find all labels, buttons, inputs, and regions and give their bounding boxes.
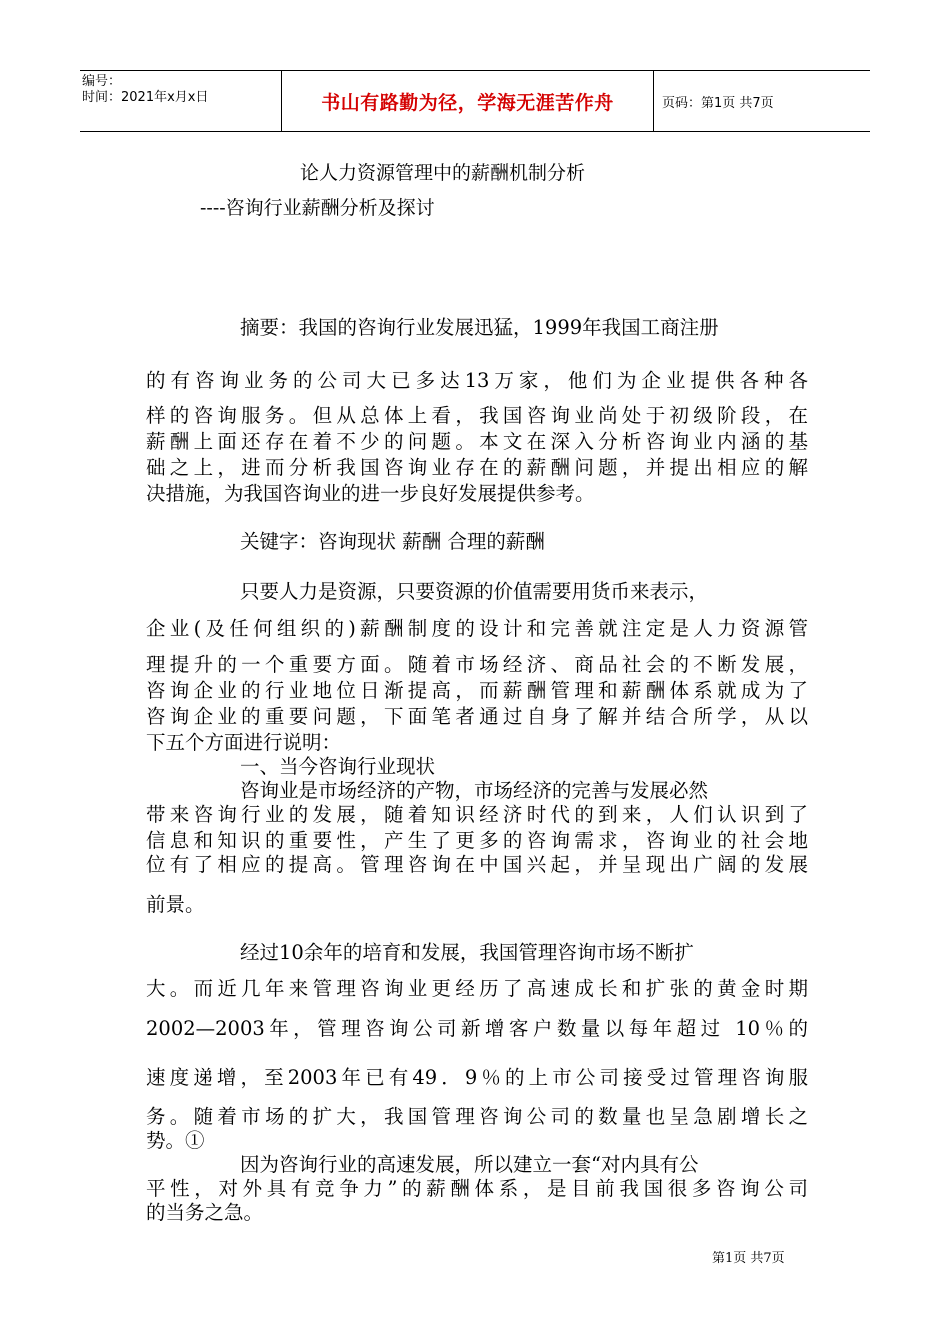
body-line: 经过10余年的培育和发展，我国管理咨询市场不断扩 <box>240 941 694 964</box>
body-line: 速度递增，至2003年已有49．9％的上市公司接受过管理咨询服 <box>146 1066 808 1089</box>
body-line: 的当务之急。 <box>146 1201 264 1224</box>
body-line: 2002—2003年，管理咨询公司新增客户数量以每年超过 10％的 <box>146 1017 808 1040</box>
body-line: 因为咨询行业的高速发展，所以建立一套“对内具有公 <box>240 1153 699 1176</box>
body-line: 带来咨询行业的发展，随着知识经济时代的到来，人们认识到了 <box>146 803 808 826</box>
body-line: 位有了相应的提高。管理咨询在中国兴起，并呈现出广阔的发展 <box>146 853 808 876</box>
document-header <box>80 70 870 132</box>
abstract-line: 础之上，进而分析我国咨询业存在的薪酬问题，并提出相应的解 <box>146 456 808 479</box>
abstract-line: 的有咨询业务的公司大已多达13万家，他们为企业提供各种各 <box>146 369 808 392</box>
header-code-label: 编号： <box>82 74 122 89</box>
header-page-info: 页码：第1页 共7页 <box>662 95 774 111</box>
body-line: 理提升的一个重要方面。随着市场经济、商品社会的不断发展， <box>146 653 808 676</box>
abstract-line: 摘要：我国的咨询行业发展迅猛，1999年我国工商注册 <box>240 316 719 339</box>
body-line: 信息和知识的重要性，产生了更多的咨询需求，咨询业的社会地 <box>146 829 808 852</box>
body-line: 咨询企业的重要问题，下面笔者通过自身了解并结合所学，从以 <box>146 705 808 728</box>
body-line: 下五个方面进行说明： <box>146 731 342 754</box>
footer-page-info: 第1页 共7页 <box>712 1251 785 1266</box>
body-line: 前景。 <box>146 893 205 916</box>
header-divider <box>653 71 654 131</box>
body-line: 咨询企业的行业地位日渐提高，而薪酬管理和薪酬体系就成为了 <box>146 679 808 702</box>
body-line: 大。而近几年来管理咨询业更经历了高速成长和扩张的黄金时期 <box>146 977 808 1000</box>
document-title: 论人力资源管理中的薪酬机制分析 <box>300 162 586 184</box>
keywords-line: 关键字：咨询现状 薪酬 合理的薪酬 <box>240 530 545 553</box>
body-line: 平性，对外具有竞争力”的薪酬体系，是目前我国很多咨询公司 <box>146 1177 808 1200</box>
abstract-line: 决措施，为我国咨询业的进一步良好发展提供参考。 <box>146 482 595 505</box>
body-line: 务。随着市场的扩大，我国管理咨询公司的数量也呈急剧增长之 <box>146 1105 808 1128</box>
section-heading: 一、当今咨询行业现状 <box>240 755 436 778</box>
abstract-line: 薪酬上面还存在着不少的问题。本文在深入分析咨询业内涵的基 <box>146 430 808 453</box>
header-meta <box>82 71 282 131</box>
abstract-line: 样的咨询服务。但从总体上看，我国咨询业尚处于初级阶段，在 <box>146 404 808 427</box>
header-motto: 书山有路勤为径，学海无涯苦作舟 <box>321 91 614 114</box>
document-subtitle: ----咨询行业薪酬分析及探讨 <box>200 197 435 219</box>
body-line: 势。① <box>146 1129 205 1152</box>
body-line: 咨询业是市场经济的产物，市场经济的完善与发展必然 <box>240 779 709 802</box>
body-line: 只要人力是资源，只要资源的价值需要用货币来表示， <box>240 580 709 603</box>
header-date-label: 时间：2021年x月x日 <box>82 90 209 105</box>
body-line: 企业(及任何组织的)薪酬制度的设计和完善就注定是人力资源管 <box>146 617 808 640</box>
